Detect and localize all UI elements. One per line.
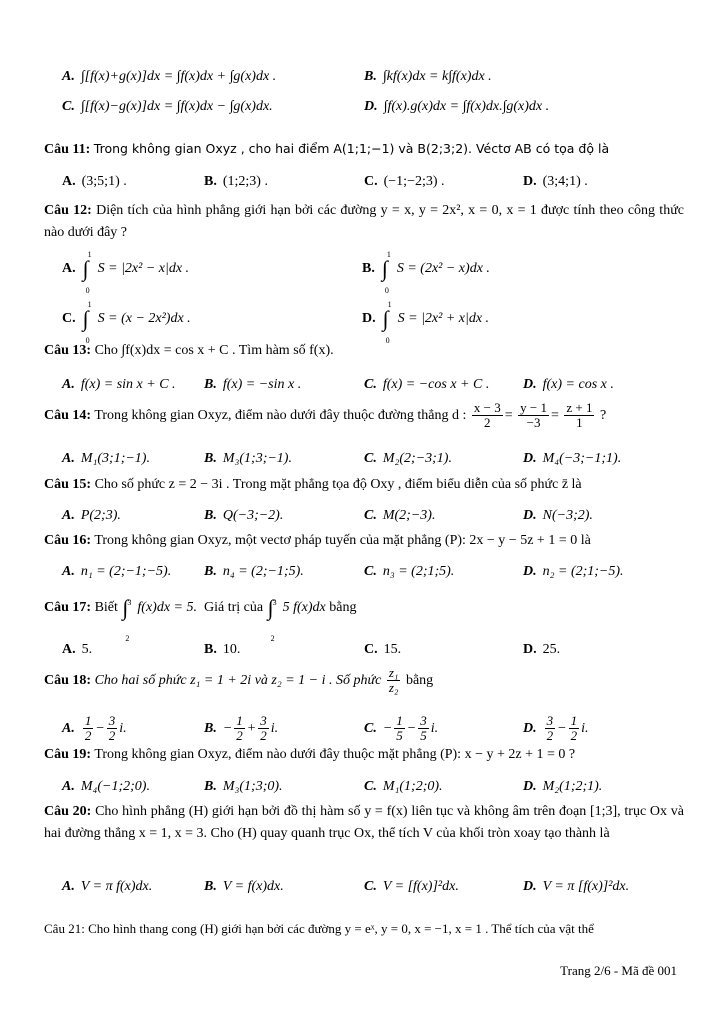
q12-option-b[interactable]: B. ∫ 1 0 S = (2x² − x)dx . <box>362 250 490 295</box>
question-19-text: Trong không gian Oxyz, điểm nào dưới đây thuộc mặt phẳng (P): x − y + 2z + 1 = 0 ? <box>94 747 576 762</box>
q11-option-c[interactable]: C. (−1;−2;3) . <box>364 174 445 189</box>
question-15: Câu 15: Cho số phức z = 2 − 3i . Trong mặt phẳng tọa độ Oxy , điểm biểu diễn của số phức z̄ là <box>44 477 582 492</box>
option-a[interactable]: A. ∫[f(x)+g(x)]dx = ∫f(x)dx + ∫g(x)dx . <box>62 69 277 84</box>
question-13: Câu 13: Cho ∫f(x)dx = cos x + C . Tìm hàm số f(x). <box>44 343 334 358</box>
question-12-options-row-2 <box>0 300 725 345</box>
integral-sign: ∫ 3 2 <box>122 594 132 643</box>
q13-option-c[interactable]: C. f(x) = −cos x + C . <box>364 377 490 392</box>
q12-option-d[interactable]: D. ∫ 1 0 S = |2x² + x|dx . <box>362 300 490 345</box>
q15-option-a[interactable]: A. P(2;3). <box>62 508 121 523</box>
option-c[interactable]: C. ∫[f(x)−g(x)]dx = ∫f(x)dx − ∫g(x)dx. <box>62 99 273 114</box>
question-11-options <box>0 173 725 203</box>
q13-option-a[interactable]: A. f(x) = sin x + C . <box>62 377 176 392</box>
question-12: Câu 12: Diện tích của hình phẳng giới hạn bởi các đường y = x, y = 2x², x = 0, x = 1 được tính theo công thức nào dưới đây ? <box>44 203 684 240</box>
q18-option-c[interactable]: C. − $\frac{1}{5}$ − $\frac{3}{5}$ i. <box>364 713 439 744</box>
question-20: Câu 20: Cho hình phẳng (H) giới hạn bởi đồ thị hàm số y = f(x) liên tục và không âm trên đoạn [1;3], trục Ox và hai đường thẳng x = 1, x = 3. Cho (H) quay quanh trục Ox, thể tích V của khối tròn xoay tạo thành là <box>44 804 684 841</box>
q19-option-c[interactable]: C. M₁(1;2;0). <box>364 779 443 794</box>
option-d-text: ∫f(x).g(x)dx = ∫f(x)dx.∫g(x)dx . <box>383 99 550 114</box>
q18-option-b[interactable]: B. − $\frac{1}{2}$ + $\frac{3}{2}$ i. <box>204 713 279 744</box>
q11-option-d[interactable]: D. (3;4;1) . <box>523 174 588 189</box>
question-21: Câu 21: Cho hình thang cong (H) giới hạn bởi các đường y = eˣ, y = 0, x = −1, x = 1 . Thể tích của vật thể <box>44 921 594 936</box>
fraction: $\frac{x - 3}{2}$ <box>473 400 501 431</box>
q11-option-a[interactable]: A. (3;5;1) . <box>62 174 127 189</box>
q18-option-d[interactable]: D. $\frac{3}{2}$ − $\frac{1}{2}$ i. <box>523 713 589 744</box>
question-18-options <box>0 712 725 748</box>
fraction: $\frac{\text{z₁}}{\text{z₂}}$ <box>388 665 399 696</box>
question-16: Câu 16: Trong không gian Oxyz, một vectơ pháp tuyến của mặt phẳng (P): 2x − y − 5z + 1 = 0 là <box>44 533 591 548</box>
q13-option-d[interactable]: D. f(x) = cos x . <box>523 377 614 392</box>
question-12-text: Diện tích của hình phẳng giới hạn bởi các đường y = x, y = 2x², x = 0, x = 1 được tính theo công thức nào dưới đây ? <box>44 203 684 240</box>
question-20-text: Cho hình phẳng (H) giới hạn bởi đồ thị hàm số y = f(x) liên tục và không âm trên đoạn [1;3], trục Ox và hai đường thẳng x = 1, x = 3. Cho (H) quay quanh trục Ox, thể tích V của khối tròn xoay tạo thành là <box>44 804 684 841</box>
question-16-text: Trong không gian Oxyz, một vectơ pháp tuyến của mặt phẳng (P): 2x − y − 5z + 1 = 0 là <box>94 533 591 548</box>
q15-option-d[interactable]: D. N(−3;2). <box>523 508 593 523</box>
question-12-options-row-1 <box>0 250 725 295</box>
integral-sign: ∫ 1 0 <box>381 250 391 295</box>
page-footer: Trang 2/6 - Mã đề 001 <box>560 963 677 978</box>
fraction: $\frac{z + 1}{1}$ <box>566 400 593 431</box>
integral-sign: ∫ 3 2 <box>267 594 277 643</box>
q12-option-a[interactable]: A. ∫ 1 0 S = |2x² − x|dx . <box>62 250 190 295</box>
q14-option-c[interactable]: C. M₂(2;−3;1). <box>364 451 452 466</box>
question-11: Câu 11: Trong không gian Oxyz , cho hai điểm A(1;1;−1) và B(2;3;2). Véctơ AB có tọa độ là <box>44 141 610 157</box>
prev-question-options-row-1 <box>0 68 725 98</box>
option-d[interactable]: D. ∫f(x).g(x)dx = ∫f(x)dx.∫g(x)dx . <box>364 99 550 114</box>
q15-option-b[interactable]: B. Q(−3;−2). <box>204 508 284 523</box>
q18-option-a[interactable]: A. $\frac{1}{2}$ − $\frac{3}{2}$ i. <box>62 713 127 744</box>
q13-option-b[interactable]: B. f(x) = −sin x . <box>204 377 302 392</box>
question-20-options <box>0 870 725 910</box>
question-17: Câu 17: Biết ∫ 3 2 f(x)dx = 5. Giá trị của ∫ 3 2 5 f(x)dx bằng <box>44 590 356 626</box>
q20-option-d[interactable]: D. V = π [f(x)]²dx. <box>523 879 630 894</box>
q14-option-b[interactable]: B. M₃(1;3;−1). <box>204 451 292 466</box>
q19-option-a[interactable]: A. M₄(−1;2;0). <box>62 779 150 794</box>
q16-option-a[interactable]: A. n₁ = (2;−1;−5). <box>62 564 172 579</box>
q20-option-b[interactable]: B. V = f(x)dx. <box>204 879 284 894</box>
fraction: $\frac{y - 1}{-3}$ <box>520 400 547 431</box>
integral-sign: ∫ 1 0 <box>82 250 92 295</box>
q11-option-b[interactable]: B. (1;2;3) . <box>204 174 268 189</box>
q17-option-d[interactable]: D. 25. <box>523 642 561 657</box>
question-11-text: Trong không gian Oxyz , cho hai điểm A(1;1;−1) và B(2;3;2). Véctơ AB có tọa độ là <box>93 141 610 156</box>
option-b-text: ∫kf(x)dx = k∫f(x)dx . <box>382 69 492 84</box>
q12-option-c[interactable]: C. ∫ 1 0 S = (x − 2x²)dx . <box>62 300 191 345</box>
q14-option-a[interactable]: A. M₁(3;1;−1). <box>62 451 150 466</box>
q15-option-c[interactable]: C. M(2;−3). <box>364 508 436 523</box>
question-18-text: Cho hai số phức z₁ = 1 + 2i và z₂ = 1 − i . Số phức <box>94 673 382 688</box>
q17-option-c[interactable]: C. 15. <box>364 642 402 657</box>
question-14: Câu 14: Trong không gian Oxyz, điểm nào dưới đây thuộc đường thẳng d : $\frac{x - 3}{2}$ = $\frac{y - 1}{-3}$ = $\frac{z + 1}{1}$ ? <box>44 400 607 431</box>
question-14-text: Trong không gian Oxyz, điểm nào dưới đây thuộc đường thẳng d : <box>94 408 467 423</box>
question-13-text: Cho ∫f(x)dx = cos x + C . Tìm hàm số f(x). <box>94 343 334 358</box>
q14-option-d[interactable]: D. M₄(−3;−1;1). <box>523 451 622 466</box>
question-21-text: Cho hình thang cong (H) giới hạn bởi các đường y = eˣ, y = 0, x = −1, x = 1 . Thể tích của vật thể <box>88 921 594 936</box>
q20-option-c[interactable]: C. V = [f(x)]²dx. <box>364 879 459 894</box>
integral-sign: ∫ 1 0 <box>382 300 392 345</box>
option-c-text: ∫[f(x)−g(x)]dx = ∫f(x)dx − ∫g(x)dx. <box>80 99 273 114</box>
q17-option-b[interactable]: B. 10. <box>204 642 241 657</box>
question-18: Câu 18: Cho hai số phức z₁ = 1 + 2i và z₂ = 1 − i . Số phức $\frac{\text{z₁}}{\text{z₂}}$ bằng <box>44 665 434 696</box>
option-b[interactable]: B. ∫kf(x)dx = k∫f(x)dx . <box>364 69 492 84</box>
q16-option-b[interactable]: B. n₄ = (2;−1;5). <box>204 564 304 579</box>
q19-option-d[interactable]: D. M₂(1;2;1). <box>523 779 603 794</box>
question-19: Câu 19: Trong không gian Oxyz, điểm nào dưới đây thuộc mặt phẳng (P): x − y + 2z + 1 = 0 ? <box>44 747 576 762</box>
q16-option-d[interactable]: D. n₂ = (2;1;−5). <box>523 564 624 579</box>
q20-option-a[interactable]: A. V = π f(x)dx. <box>62 879 153 894</box>
integral-sign: ∫ 1 0 <box>82 300 92 345</box>
q19-option-b[interactable]: B. M₃(1;3;0). <box>204 779 283 794</box>
prev-question-options-row-2 <box>0 98 725 128</box>
question-16-options <box>0 563 725 593</box>
q16-option-c[interactable]: C. n₃ = (2;1;5). <box>364 564 455 579</box>
option-a-text: ∫[f(x)+g(x)]dx = ∫f(x)dx + ∫g(x)dx . <box>80 69 277 84</box>
q17-option-a[interactable]: A. 5. <box>62 642 93 657</box>
question-15-text: Cho số phức z = 2 − 3i . Trong mặt phẳng tọa độ Oxy , điểm biểu diễn của số phức z̄ là <box>94 477 582 492</box>
